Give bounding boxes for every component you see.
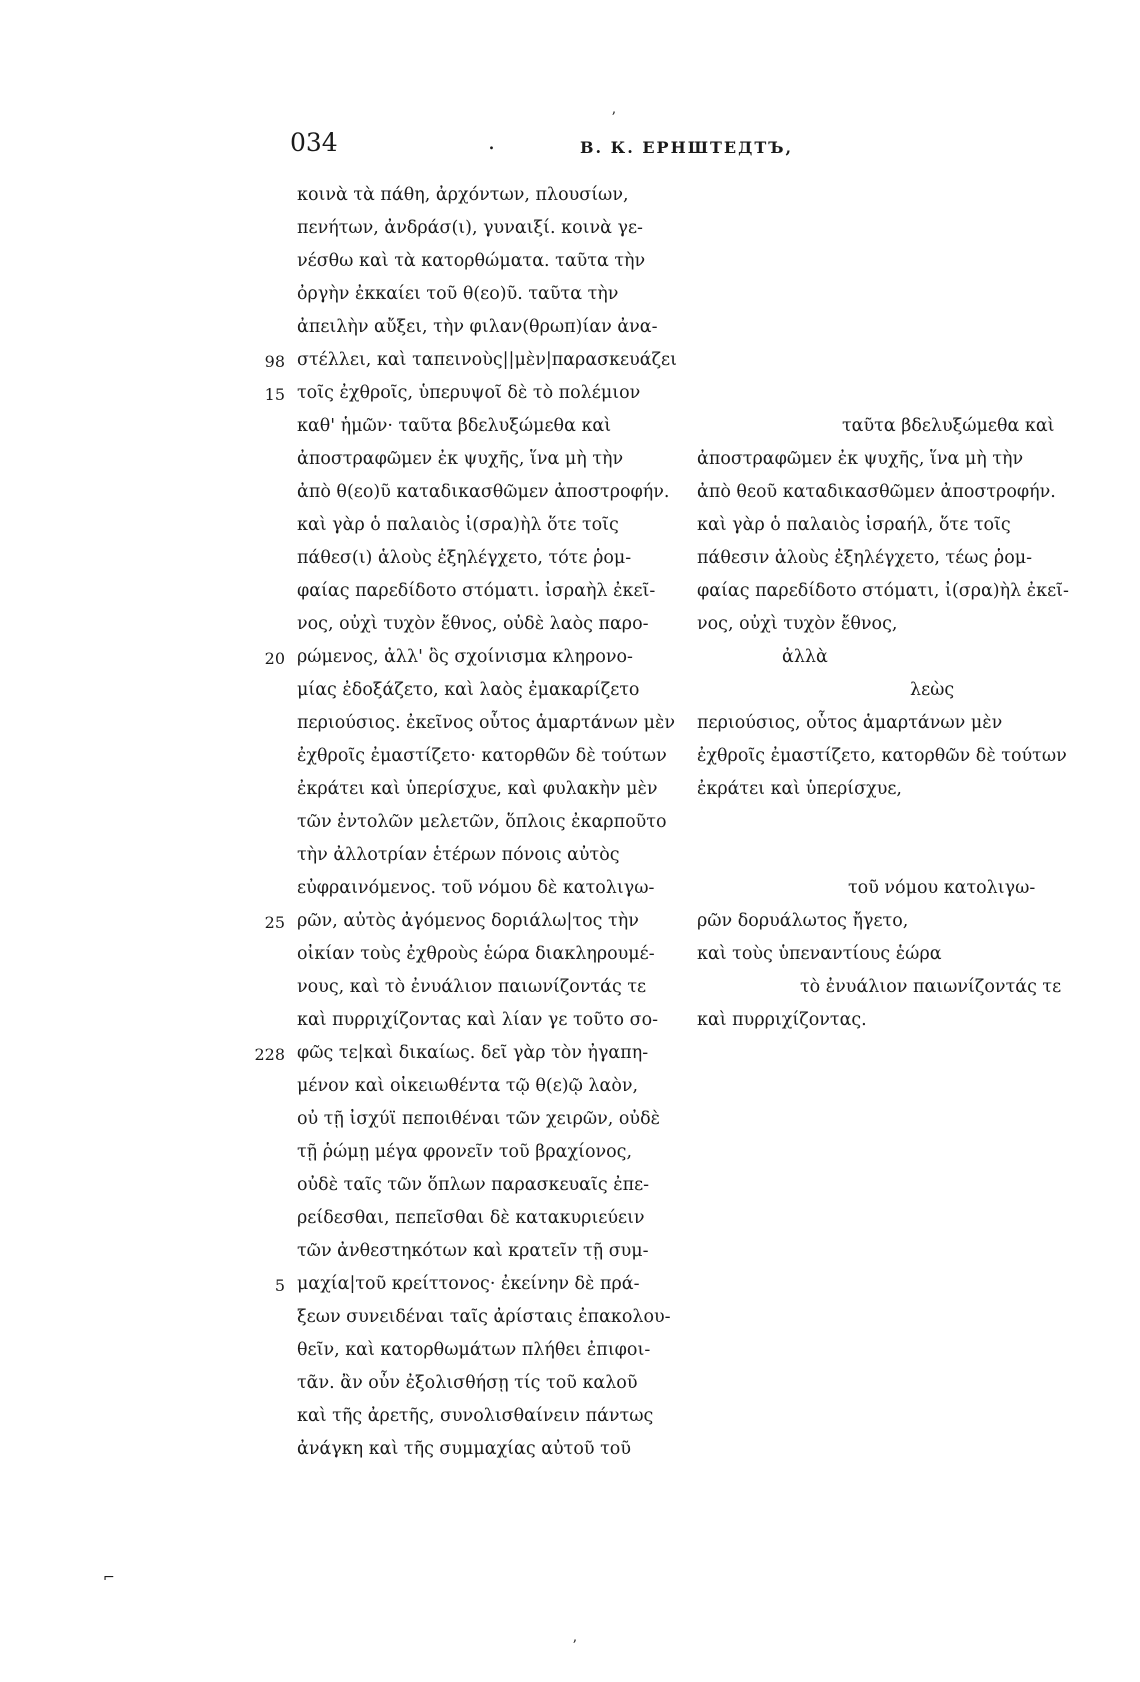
left-line: φαίας παρεδίδοτο στόματι. ἰσραὴλ ἐκεῖ- (297, 581, 656, 601)
left-line: φῶς τε|καὶ δικαίως. δεῖ γὰρ τὸν ἠγαπη- (297, 1043, 649, 1063)
left-line: οὐ τῇ ἰσχύϊ πεποιθέναι τῶν χειρῶν, οὐδὲ (297, 1109, 660, 1129)
left-line: τῇ ῥώμῃ μέγα φρονεῖν τοῦ βραχίονος, (297, 1142, 633, 1162)
left-line: ἐχθροῖς ἐμαστίζετο· κατορθῶν δὲ τούτων (297, 746, 667, 766)
left-line: κοινὰ τὰ πάθη, ἀρχόντων, πλουσίων, (297, 185, 629, 205)
left-line: πενήτων, ἀνδράσ(ι), γυναιξί. κοινὰ γε- (297, 218, 643, 238)
left-line: νέσθω καὶ τὰ κατορθώματα. ταῦτα τὴν (297, 251, 646, 271)
left-line: νους, καὶ τὸ ἐνυάλιον παιωνίζοντάς τε (297, 977, 647, 997)
left-line: θεῖν, καὶ κατορθωμάτων πλήθει ἐπιφοι- (297, 1340, 651, 1360)
right-line: νος, οὐχὶ τυχὸν ἔθνος, (697, 614, 898, 634)
left-line: μαχία|τοῦ κρείττονος· ἐκείνην δὲ πρά- (297, 1274, 640, 1294)
line-number: 228 (254, 1045, 285, 1064)
left-line: ρώμενος, ἀλλ' ὃς σχοίνισμα κληρονο- (297, 647, 633, 667)
line-number: 5 (274, 1276, 285, 1295)
left-line: πάθεσ(ι) ἁλοὺς ἐξηλέγχετο, τότε ῥομ- (297, 548, 632, 568)
stray-mark: ʼ (611, 110, 616, 126)
left-line: τῶν ἐντολῶν μελετῶν, ὅπλοις ἐκαρποῦτο (297, 812, 667, 832)
line-number: 15 (264, 385, 285, 404)
right-line: ρῶν δορυάλωτος ἤγετο, (697, 911, 909, 931)
line-number: 25 (264, 913, 285, 932)
left-line: ὀργὴν ἐκκαίει τοῦ θ(εο)ῦ. ταῦτα τὴν (297, 284, 619, 304)
right-line: καὶ γὰρ ὁ παλαιὸς ἰσραήλ, ὅτε τοῖς (697, 515, 1011, 535)
left-line: ρείδεσθαι, πεπεῖσθαι δὲ κατακυριεύειν (297, 1208, 645, 1228)
left-line: τᾶν. ἂν οὖν ἐξολισθήσῃ τίς τοῦ καλοῦ (297, 1373, 638, 1393)
left-line: μένον καὶ οἰκειωθέντα τῷ θ(ε)ῷ λαὸν, (297, 1076, 639, 1096)
left-line: εὐφραινόμενος. τοῦ νόμου δὲ κατολιγω- (297, 878, 655, 898)
left-line: καὶ τῆς ἀρετῆς, συνολισθαίνειν πάντως (297, 1406, 654, 1426)
right-line: ἐκράτει καὶ ὑπερίσχυε, (697, 779, 902, 799)
left-line: τοῖς ἐχθροῖς, ὑπερυψοῖ δὲ τὸ πολέμιον (297, 383, 641, 403)
left-line: καὶ πυρριχίζοντας καὶ λίαν γε τοῦτο σο- (297, 1010, 659, 1030)
left-line: καὶ γὰρ ὁ παλαιὸς ἰ(σρα)ὴλ ὅτε τοῖς (297, 515, 619, 535)
page-number: 034 (290, 128, 338, 157)
right-line: τὸ ἐνυάλιον παιωνίζοντάς τε (800, 977, 1062, 997)
right-line: ἀπὸ θεοῦ καταδικασθῶμεν ἀποστροφήν. (697, 482, 1056, 502)
left-line: τῶν ἀνθεστηκότων καὶ κρατεῖν τῇ συμ- (297, 1241, 649, 1261)
running-head-author: В. К. ЕРНШТЕДТЪ, (580, 138, 794, 157)
left-line: στέλλει, καὶ ταπεινοὺς||μὲν|παρασκευάζει (297, 350, 677, 370)
left-line: ἀποστραφῶμεν ἐκ ψυχῆς, ἵνα μὴ τὴν (297, 449, 624, 469)
left-line: νος, οὐχὶ τυχὸν ἔθνος, οὐδὲ λαὸς παρο- (297, 614, 649, 634)
stray-mark: ʼ (572, 1638, 577, 1654)
right-line: ἐχθροῖς ἐμαστίζετο, κατορθῶν δὲ τούτων (697, 746, 1067, 766)
right-line: τοῦ νόμου κατολιγω- (848, 878, 1036, 898)
left-line: ξεων συνειδέναι ταῖς ἀρίσταις ἐπακολου- (297, 1307, 671, 1327)
left-line: οἰκίαν τοὺς ἐχθροὺς ἑώρα διακληρουμέ- (297, 944, 655, 964)
left-line: ἀπειλὴν αὔξει, τὴν φιλαν(θρωπ)ίαν ἀνα- (297, 317, 658, 337)
right-line: λεὼς (910, 680, 955, 700)
line-number: 98 (264, 352, 285, 371)
right-line: καὶ τοὺς ὑπεναντίους ἑώρα (697, 944, 942, 964)
left-line: τὴν ἀλλοτρίαν ἑτέρων πόνοις αὐτὸς (297, 845, 620, 865)
left-line: ἀπὸ θ(εο)ῦ καταδικασθῶμεν ἀποστροφήν. (297, 482, 670, 502)
right-line: περιούσιος, οὗτος ἁμαρτάνων μὲν (697, 713, 1003, 733)
left-line: μίας ἐδοξάζετο, καὶ λαὸς ἐμακαρίζετο (297, 680, 640, 700)
line-number: 20 (264, 649, 285, 668)
right-line: ταῦτα βδελυξώμεθα καὶ (842, 416, 1055, 436)
right-line: ἀλλὰ (782, 647, 828, 667)
right-line: φαίας παρεδίδοτο στόματι, ἰ(σρα)ὴλ ἐκεῖ- (697, 581, 1069, 601)
left-line: περιούσιος. ἐκεῖνος οὗτος ἁμαρτάνων μὲν (297, 713, 676, 733)
header-separator: . (488, 130, 495, 155)
left-line: ἀνάγκη καὶ τῆς συμμαχίας αὐτοῦ τοῦ (297, 1439, 631, 1459)
left-line: ρῶν, αὐτὸς ἀγόμενος δοριάλω|τος τὴν (297, 911, 639, 931)
right-line: ἀποστραφῶμεν ἐκ ψυχῆς, ἵνα μὴ τὴν (697, 449, 1024, 469)
right-line: πάθεσιν ἁλοὺς ἐξηλέγχετο, τέως ῥομ- (697, 548, 1033, 568)
right-line: καὶ πυρριχίζοντας. (697, 1010, 867, 1030)
stray-mark: ⌐ (103, 1570, 115, 1586)
left-line: ἐκράτει καὶ ὑπερίσχυε, καὶ φυλακὴν μὲν (297, 779, 658, 799)
left-line: οὐδὲ ταῖς τῶν ὅπλων παρασκευαῖς ἐπε- (297, 1175, 650, 1195)
left-line: καθ' ἡμῶν· ταῦτα βδελυξώμεθα καὶ (297, 416, 612, 436)
